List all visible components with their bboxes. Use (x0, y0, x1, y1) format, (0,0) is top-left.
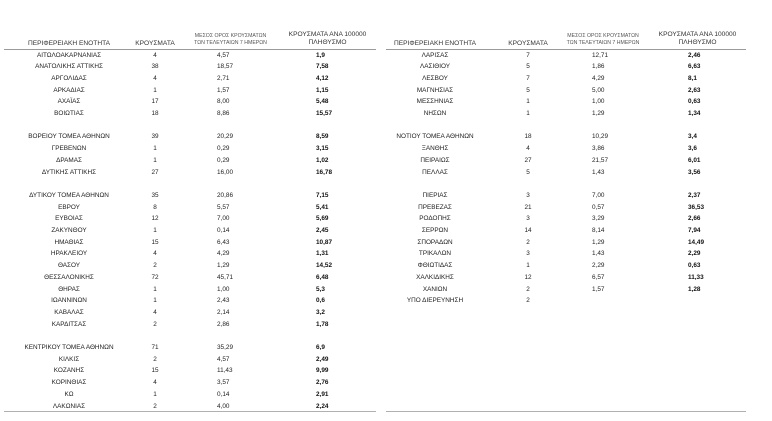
region-name: ΑΧΑΪΑΣ (57, 98, 81, 106)
table-row (0, 307, 380, 318)
cases-value: 27 (151, 168, 159, 176)
right-header-region: ΠΕΡΙΦΕΡΕΙΑΚΗ ΕΝΟΤΗΤΑ (393, 40, 477, 47)
table-spacer-row (0, 120, 772, 131)
region-name: ΑΡΚΑΔΙΑΣ (53, 86, 85, 94)
region-name: ΞΑΝΘΗΣ (421, 145, 449, 153)
seven-day-average-value: 2,86 (217, 320, 230, 328)
region-name: ΠΙΕΡΙΑΣ (422, 191, 448, 199)
cases-per-100k-value: 10,87 (316, 238, 332, 246)
table-row (0, 131, 772, 142)
seven-day-average-value: 20,86 (217, 191, 233, 199)
seven-day-average-value: 1,29 (217, 262, 230, 270)
cases-per-100k-value: 14,49 (688, 238, 704, 246)
seven-day-average-value: 5,57 (217, 203, 230, 211)
region-name: ΗΡΑΚΛΕΙΟΥ (50, 250, 88, 258)
cases-per-100k-value: 15,57 (316, 110, 332, 117)
seven-day-average-value: 1,86 (592, 63, 605, 71)
cases-per-100k-value: 6,63 (688, 63, 701, 71)
cases-per-100k-value: 3,15 (316, 145, 329, 153)
seven-day-average-value: 1,00 (592, 98, 605, 106)
cases-per-100k-value: 2,49 (316, 355, 329, 363)
region-name: ΠΡΕΒΕΖΑΣ (418, 203, 452, 211)
seven-day-average-value: 0,57 (592, 203, 605, 211)
right-bottom-rule (386, 411, 746, 412)
cases-value: 15 (151, 238, 159, 246)
cases-per-100k-value: 2,46 (688, 51, 701, 59)
region-name: ΔΡΑΜΑΣ (56, 156, 82, 164)
table-row (0, 85, 772, 96)
region-name: ΙΩΑΝΝΙΝΩΝ (51, 297, 87, 305)
cases-value: 7 (526, 74, 530, 82)
region-name: ΛΕΣΒΟΥ (422, 74, 448, 82)
cases-value: 1 (526, 110, 530, 117)
cases-per-100k-value: 2,66 (688, 215, 701, 223)
cases-value: 3 (526, 191, 530, 199)
region-name: ΕΥΒΟΙΑΣ (55, 215, 83, 223)
seven-day-average-value: 1,43 (592, 250, 605, 258)
cases-per-100k-value: 36,53 (688, 203, 704, 211)
table-row (0, 213, 772, 224)
region-name: ΝΟΤΙΟΥ ΤΟΜΕΑ ΑΘΗΝΩΝ (396, 133, 474, 141)
cases-per-100k-value: 5,69 (316, 215, 329, 223)
region-name: ΑΡΓΟΛΙΔΑΣ (51, 74, 87, 82)
region-name: ΡΟΔΟΠΗΣ (419, 215, 451, 223)
cases-per-100k-value: 6,48 (316, 273, 329, 281)
cases-value: 71 (151, 344, 159, 351)
cases-per-100k-value: 1,02 (316, 156, 329, 164)
seven-day-average-value: 8,86 (217, 110, 230, 117)
seven-day-average-value: 20,29 (217, 133, 233, 141)
table-row (0, 96, 772, 107)
region-name: ΑΝΑΤΟΛΙΚΗΣ ΑΤΤΙΚΗΣ (35, 63, 103, 71)
table-spacer-row (0, 330, 380, 341)
cases-value: 14 (524, 227, 532, 234)
cases-value: 1 (153, 285, 157, 293)
seven-day-average-value: 5,00 (592, 86, 605, 94)
cases-per-100k-value: 6,01 (688, 156, 701, 164)
cases-per-100k-value: 2,91 (316, 390, 329, 398)
right-header-per-line1: ΚΡΟΥΣΜΑΤΑ ΑΝΑ 100000 (658, 31, 737, 38)
table-row (0, 225, 772, 236)
region-name: ΚΩ (64, 390, 74, 398)
left-header-avg-line1: ΜΕΣΟΣ ΟΡΟΣ ΚΡΟΥΣΜΑΤΩΝ (194, 33, 267, 39)
region-name: ΝΗΣΩΝ (423, 110, 447, 117)
region-name: ΗΜΑΘΙΑΣ (54, 238, 84, 246)
cases-value: 7 (526, 51, 530, 59)
cases-per-100k-value: 0,63 (688, 262, 701, 270)
cases-per-100k-value: 2,45 (316, 227, 329, 234)
table-row (0, 354, 380, 365)
cases-per-100k-value: 7,94 (688, 227, 701, 234)
region-name: ΕΒΡΟΥ (58, 203, 80, 211)
table-row (0, 167, 772, 178)
cases-value: 5 (526, 63, 530, 71)
region-name: ΖΑΚΥΝΘΟΥ (51, 227, 87, 234)
right-header-avg-line2: ΤΩΝ ΤΕΛΕΥΤΑΙΩΝ 7 ΗΜΕΡΩΝ (566, 40, 640, 46)
cases-value: 35 (151, 191, 159, 199)
cases-value: 4 (153, 308, 157, 316)
cases-per-100k-value: 1,15 (316, 86, 329, 94)
region-name: ΜΑΓΝΗΣΙΑΣ (416, 86, 454, 94)
seven-day-average-value: 2,29 (592, 262, 605, 270)
region-name: ΒΟΙΩΤΙΑΣ (54, 110, 84, 117)
region-name: ΛΑΣΙΘΙΟΥ (419, 63, 451, 71)
seven-day-average-value: 1,00 (217, 285, 230, 293)
seven-day-average-value: 3,86 (592, 145, 605, 153)
seven-day-average-value: 8,14 (592, 227, 605, 234)
cases-per-100k-value: 9,99 (316, 367, 329, 375)
seven-day-average-value: 2,43 (217, 297, 230, 305)
cases-value: 1 (153, 297, 157, 305)
table-row (0, 202, 772, 213)
region-name: ΤΡΙΚΑΛΩΝ (418, 250, 452, 258)
cases-per-100k-value: 2,76 (316, 379, 329, 387)
table-row (0, 155, 772, 166)
region-name: ΦΘΙΩΤΙΔΑΣ (417, 262, 453, 270)
table-row (0, 73, 772, 84)
table-row (0, 272, 772, 283)
region-name: ΧΑΝΙΩΝ (422, 285, 448, 293)
seven-day-average-value: 12,71 (592, 51, 608, 59)
left-header-avg-line2: ΤΩΝ ΤΕΛΕΥΤΑΙΩΝ 7 ΗΜΕΡΩΝ (194, 40, 267, 46)
left-header-region: ΠΕΡΙΦΕΡΕΙΑΚΗ ΕΝΟΤΗΤΑ (27, 40, 111, 47)
cases-per-100k-value: 3,56 (688, 168, 701, 176)
cases-value: 27 (524, 156, 532, 164)
region-name: ΣΕΡΡΩΝ (421, 227, 449, 234)
region-name: ΠΕΛΛΑΣ (422, 168, 448, 176)
seven-day-average-value: 1,57 (592, 285, 605, 293)
region-name: ΚΟΡΙΝΘΙΑΣ (51, 379, 87, 387)
cases-value: 38 (151, 63, 159, 71)
cases-value: 1 (153, 86, 157, 94)
table-row (0, 389, 380, 400)
table-row (0, 50, 772, 61)
right-header-per-line2: ΠΛΗΘΥΣΜΟ (678, 39, 717, 46)
region-name: ΜΕΣΣΗΝΙΑΣ (416, 98, 454, 106)
region-name: ΥΠΟ ΔΙΕΡΕΥΝΗΣΗ (406, 297, 464, 305)
seven-day-average-value: 1,29 (592, 238, 605, 246)
cases-per-100k-value: 1,34 (688, 110, 701, 117)
cases-per-100k-value: 5,3 (316, 285, 325, 293)
seven-day-average-value: 4,57 (217, 51, 230, 59)
right-header-avg-line1: ΜΕΣΟΣ ΟΡΟΣ ΚΡΟΥΣΜΑΤΩΝ (567, 33, 639, 39)
table-row (0, 108, 772, 119)
cases-value: 12 (151, 215, 159, 223)
seven-day-average-value: 35,29 (217, 344, 233, 351)
region-name: ΘΑΣΟΥ (57, 262, 81, 270)
seven-day-average-value: 4,00 (217, 402, 230, 410)
cases-value: 1 (153, 145, 157, 153)
region-name: ΚΑΒΑΛΑΣ (54, 308, 84, 316)
cases-value: 1 (153, 227, 157, 234)
region-name: ΔΥΤΙΚΗΣ ΑΤΤΙΚΗΣ (41, 168, 97, 176)
cases-value: 4 (153, 51, 157, 59)
seven-day-average-value: 2,71 (217, 74, 230, 82)
seven-day-average-value: 7,00 (592, 191, 605, 199)
left-header-per-line1: ΚΡΟΥΣΜΑΤΑ ΑΝΑ 100000 (288, 31, 367, 38)
region-name: ΚΟΖΑΝΗΣ (53, 367, 85, 375)
region-name: ΚΑΡΔΙΤΣΑΣ (51, 320, 87, 328)
cases-value: 1 (526, 98, 530, 106)
seven-day-average-value: 1,29 (592, 110, 605, 117)
seven-day-average-value: 8,00 (217, 98, 230, 106)
cases-per-100k-value: 7,58 (316, 63, 329, 71)
cases-per-100k-value: 7,15 (316, 191, 329, 199)
cases-per-100k-value: 3,2 (316, 308, 325, 316)
cases-per-100k-value: 1,78 (316, 320, 329, 328)
region-name: ΣΠΟΡΑΔΩΝ (417, 238, 453, 246)
cases-value: 72 (151, 273, 159, 281)
seven-day-average-value: 3,57 (217, 379, 230, 387)
cases-value: 1 (526, 262, 530, 270)
left-header-per-line2: ΠΛΗΘΥΣΜΟ (308, 39, 347, 46)
cases-value: 1 (153, 390, 157, 398)
cases-value: 8 (153, 203, 157, 211)
cases-value: 4 (526, 145, 530, 153)
table-row (0, 190, 772, 201)
seven-day-average-value: 6,43 (217, 238, 230, 246)
table-row (0, 61, 772, 72)
cases-value: 4 (153, 250, 157, 258)
right-header-avg (548, 33, 658, 47)
left-bottom-rule (4, 411, 376, 412)
cases-value: 18 (524, 133, 532, 141)
region-name: ΚΙΛΚΙΣ (58, 355, 80, 363)
cases-per-100k-value: 1,31 (316, 250, 329, 258)
cases-per-100k-value: 8,59 (316, 133, 329, 141)
region-name: ΛΑΡΙΣΑΣ (421, 51, 449, 59)
cases-per-100k-value: 14,52 (316, 262, 332, 270)
cases-per-100k-value: 2,24 (316, 402, 329, 410)
cases-value: 3 (526, 250, 530, 258)
seven-day-average-value: 11,43 (217, 367, 233, 375)
cases-value: 17 (151, 98, 159, 106)
table-spacer-row (0, 178, 772, 189)
cases-value: 1 (153, 156, 157, 164)
seven-day-average-value: 21,57 (592, 156, 608, 164)
table-row (0, 248, 772, 259)
left-header-per100k (280, 31, 375, 47)
cases-per-100k-value: 2,63 (688, 86, 701, 94)
seven-day-average-value: 3,29 (592, 215, 605, 223)
cases-value: 2 (526, 285, 530, 293)
cases-per-100k-value: 0,6 (316, 297, 325, 305)
cases-value: 2 (526, 238, 530, 246)
region-name: ΠΕΙΡΑΙΩΣ (420, 156, 450, 164)
region-name: ΧΑΛΚΙΔΙΚΗΣ (416, 273, 454, 281)
seven-day-average-value: 0,14 (217, 227, 230, 234)
table-row (0, 401, 380, 412)
cases-per-100k-value: 16,78 (316, 168, 332, 176)
table-row (0, 365, 380, 376)
table-row (0, 237, 772, 248)
seven-day-average-value: 16,00 (217, 168, 233, 176)
cases-value: 21 (524, 203, 532, 211)
seven-day-average-value: 2,14 (217, 308, 230, 316)
right-header-cases: ΚΡΟΥΣΜΑΤΑ (508, 40, 548, 47)
cases-per-100k-value: 3,4 (688, 133, 697, 141)
right-header-per100k (650, 31, 745, 47)
cases-per-100k-value: 0,63 (688, 98, 701, 106)
cases-per-100k-value: 2,37 (688, 191, 701, 199)
table-row (0, 342, 380, 353)
cases-value: 4 (153, 74, 157, 82)
cases-value: 3 (526, 215, 530, 223)
seven-day-average-value: 0,29 (217, 145, 230, 153)
seven-day-average-value: 1,57 (217, 86, 230, 94)
cases-value: 5 (526, 86, 530, 94)
table-row (0, 295, 772, 306)
seven-day-average-value: 1,43 (592, 168, 605, 176)
cases-value: 18 (151, 110, 159, 117)
seven-day-average-value: 4,29 (592, 74, 605, 82)
seven-day-average-value: 4,57 (217, 355, 230, 363)
region-name: ΛΑΚΩΝΙΑΣ (52, 402, 86, 410)
cases-value: 12 (524, 273, 532, 281)
seven-day-average-value: 7,00 (217, 215, 230, 223)
cases-value: 39 (151, 133, 159, 141)
cases-per-100k-value: 3,6 (688, 145, 697, 153)
seven-day-average-value: 6,57 (592, 273, 605, 281)
region-name: ΘΗΡΑΣ (58, 285, 80, 293)
seven-day-average-value: 0,14 (217, 390, 230, 398)
cases-value: 4 (153, 379, 157, 387)
cases-per-100k-value: 5,48 (316, 98, 329, 106)
cases-value: 2 (153, 262, 157, 270)
region-name: ΓΡΕΒΕΝΩΝ (51, 145, 87, 153)
seven-day-average-value: 0,29 (217, 156, 230, 164)
cases-per-100k-value: 11,33 (688, 273, 704, 281)
region-name: ΔΥΤΙΚΟΥ ΤΟΜΕΑ ΑΘΗΝΩΝ (29, 191, 109, 199)
table-row (0, 143, 772, 154)
cases-value: 15 (151, 367, 159, 375)
seven-day-average-value: 4,29 (217, 250, 230, 258)
table-row (0, 284, 772, 295)
seven-day-average-value: 18,57 (217, 63, 233, 71)
seven-day-average-value: 45,71 (217, 273, 233, 281)
region-name: ΑΙΤΩΛΟΑΚΑΡΝΑΝΙΑΣ (36, 51, 102, 59)
cases-per-100k-value: 6,9 (316, 344, 325, 351)
cases-per-100k-value: 4,12 (316, 74, 329, 82)
left-header-cases: ΚΡΟΥΣΜΑΤΑ (135, 40, 175, 47)
cases-per-100k-value: 8,1 (688, 74, 697, 82)
cases-value: 2 (526, 297, 530, 305)
cases-per-100k-value: 2,29 (688, 250, 701, 258)
cases-per-100k-value: 5,41 (316, 203, 329, 211)
left-header-avg (178, 33, 283, 47)
cases-value: 2 (153, 320, 157, 328)
region-name: ΘΕΣΣΑΛΟΝΙΚΗΣ (44, 273, 94, 281)
table-row (0, 377, 380, 388)
region-name: ΚΕΝΤΡΙΚΟΥ ΤΟΜΕΑ ΑΘΗΝΩΝ (24, 344, 114, 351)
cases-value: 2 (153, 355, 157, 363)
cases-per-100k-value: 1,9 (316, 51, 325, 59)
table-row (0, 260, 772, 271)
cases-value: 5 (526, 168, 530, 176)
region-name: ΒΟΡΕΙΟΥ ΤΟΜΕΑ ΑΘΗΝΩΝ (28, 133, 110, 141)
table-row (0, 319, 380, 330)
seven-day-average-value: 10,29 (592, 133, 608, 141)
cases-per-100k-value: 1,28 (688, 285, 701, 293)
cases-value: 2 (153, 402, 157, 410)
